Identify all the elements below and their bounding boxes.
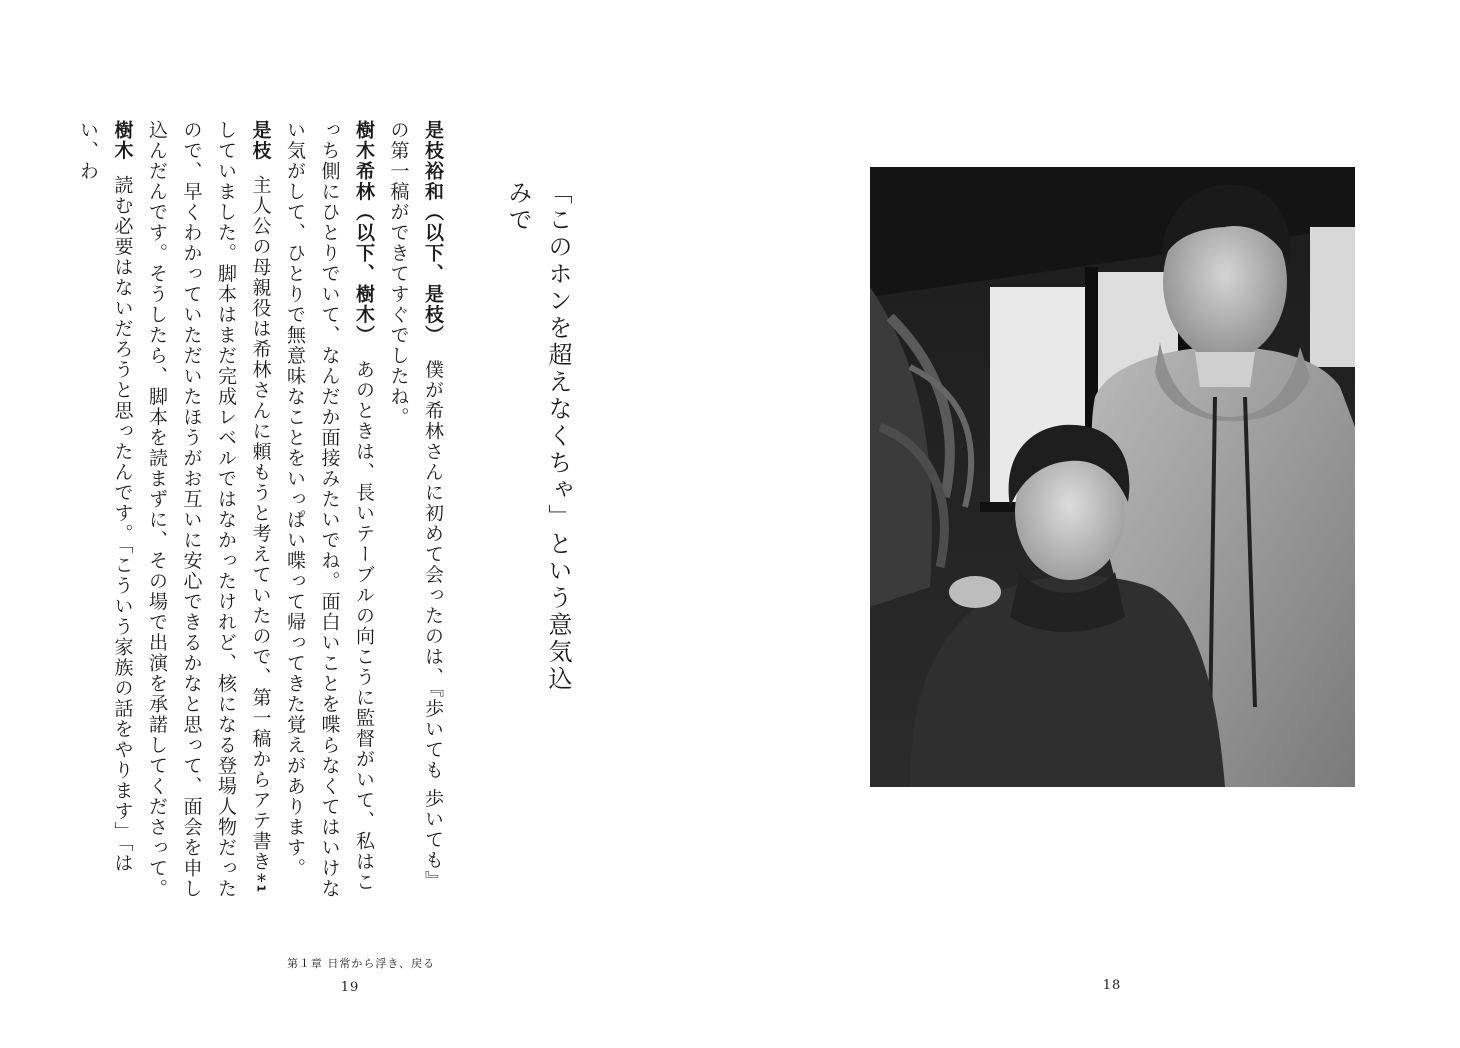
portrait-photo — [870, 167, 1355, 787]
page-number-right: 18 — [1102, 978, 1122, 993]
speaker-name: 樹木 — [111, 120, 134, 161]
dialogue-line: 僕が希林さんに初めて会ったのは、『歩いても 歩いても』の第一稿ができてすぐでしたね。 — [387, 120, 444, 891]
speaker-name: 樹木希林（以下、樹木） — [353, 120, 375, 346]
portrait-photo-icon — [870, 167, 1355, 787]
speaker-name: 是枝裕和（以下、是枝） — [422, 120, 444, 346]
dialogue-paragraph — [140, 120, 278, 900]
dialogue-line: 主人公の母親役は希林さんに頼もうと考えていたので、第一稿からアテ書き — [249, 175, 272, 872]
speaker-name: 是枝 — [249, 120, 272, 161]
chapter-title: 第１章 日常から浮き、戻る — [286, 957, 435, 970]
dialogue-paragraph — [278, 120, 382, 900]
page-number-left: 19 — [340, 980, 360, 995]
dialogue-text — [77, 120, 450, 900]
dialogue-line: していました。脚本はまだ完成レベルではなかったけれど、核になる登場人物だったので、早くわかっていただいたほうがお互いに安心できるかなと思って、面会を申し込んだんです。そうしたら、脚本を読まずに、その場で出演を承諾してくださって。 — [146, 120, 237, 899]
footnote-mark: ＊1 — [254, 872, 268, 894]
dialogue-paragraph — [71, 120, 140, 900]
dialogue-line: 読む必要はないだろうと思ったんです。「こういう家族の話をやります」「はい、わ — [77, 120, 134, 874]
right-page — [730, 0, 1460, 1048]
dialogue-line: あのときは、長いテーブルの向こうに監督がいて、私はこっち側にひとりでいて、なんだか面接みたいでね。面白いことを喋らなくてはいけない気がして、ひとりで無意味なことをいっぱい喋って帰ってきた覚えがあります。 — [284, 120, 375, 899]
section-heading: 「このホンを超えなくちゃ」という意気込みで — [504, 180, 572, 693]
dialogue-paragraph — [381, 120, 450, 900]
